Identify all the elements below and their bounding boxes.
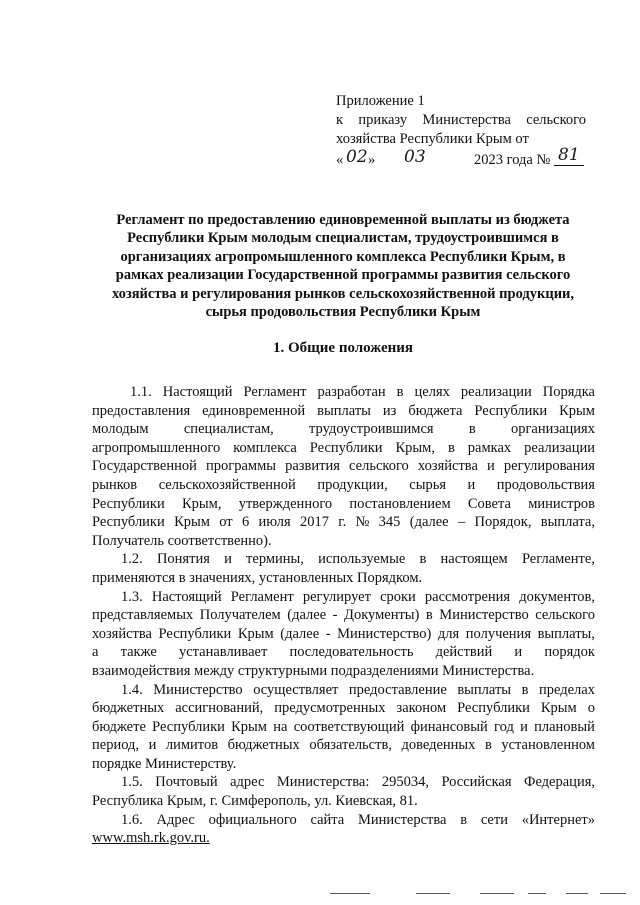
word: хозяйства bbox=[417, 458, 478, 475]
word: год bbox=[494, 718, 514, 735]
word: установленном bbox=[501, 737, 595, 754]
word: целях bbox=[414, 384, 450, 400]
word: Республики bbox=[92, 495, 165, 512]
appendix-order-line bbox=[336, 111, 586, 130]
word: в bbox=[484, 737, 492, 754]
word: Республики bbox=[457, 700, 530, 717]
word: пределах bbox=[538, 681, 595, 698]
word: на bbox=[273, 718, 288, 735]
word: бюджета bbox=[408, 402, 463, 419]
word: в bbox=[419, 551, 427, 568]
word: из bbox=[382, 402, 397, 419]
word: период, bbox=[92, 737, 140, 754]
word: рынков bbox=[92, 476, 138, 493]
word: Крым, bbox=[395, 439, 435, 456]
word: продукции, bbox=[317, 476, 388, 493]
paragraph-line: Получатель соответственно). bbox=[92, 532, 272, 549]
word: доведенных bbox=[401, 737, 476, 754]
word: адрес bbox=[230, 774, 265, 791]
word: продовольствия bbox=[496, 476, 595, 493]
word: 1.1. bbox=[130, 384, 152, 400]
word: в bbox=[521, 681, 529, 698]
word: 295034, bbox=[381, 774, 429, 791]
paragraph-line: порядке Министерству. bbox=[92, 755, 237, 772]
word: сельского bbox=[349, 458, 409, 475]
word: Федерация, bbox=[523, 774, 595, 791]
word: Крым bbox=[231, 718, 267, 735]
word: Республики bbox=[309, 439, 383, 456]
word: № bbox=[355, 514, 370, 531]
appendix-header bbox=[336, 92, 586, 171]
appendix-date-line bbox=[336, 145, 586, 171]
word: 1.3. bbox=[121, 588, 143, 605]
word: и bbox=[487, 458, 495, 475]
word: министров bbox=[528, 495, 595, 512]
word: термины, bbox=[246, 551, 304, 568]
word: а bbox=[92, 644, 99, 661]
word: регулирует bbox=[302, 588, 371, 605]
word: - bbox=[325, 625, 331, 642]
word: трудоустроившимся bbox=[309, 421, 434, 438]
appendix-label: Приложение 1 bbox=[336, 93, 425, 109]
word: Настоящий bbox=[151, 588, 222, 605]
paragraph-line: взаимодействия между структурными подразделениями Министерства. bbox=[92, 662, 535, 679]
date-close-quote: » bbox=[368, 152, 376, 168]
word: 6 bbox=[241, 514, 250, 531]
paragraph-line bbox=[92, 681, 595, 700]
appendix-word: сельского bbox=[526, 112, 586, 128]
word: осуществляет bbox=[253, 681, 339, 698]
footer-dash bbox=[566, 893, 588, 894]
word: действий bbox=[435, 644, 493, 661]
word: 345 bbox=[378, 514, 401, 531]
section-heading: 1. Общие положения bbox=[272, 340, 414, 356]
word: последовательность bbox=[289, 644, 414, 661]
word: в bbox=[396, 384, 404, 400]
paragraph-line bbox=[92, 495, 595, 514]
footer-dash bbox=[600, 893, 626, 894]
word: выплаты, bbox=[537, 625, 595, 642]
word: Документы) bbox=[344, 607, 420, 624]
word: хозяйства bbox=[92, 625, 152, 642]
word: лимитов bbox=[165, 737, 219, 754]
word: рамках bbox=[467, 439, 512, 456]
word: для bbox=[437, 625, 460, 642]
word: развития bbox=[285, 458, 340, 475]
word: обязательств, bbox=[309, 737, 392, 754]
word: «Интернет» bbox=[521, 811, 595, 828]
date-year: 2023 года № bbox=[474, 152, 551, 168]
word: Республики bbox=[92, 514, 165, 531]
date-month: 03 bbox=[404, 147, 426, 167]
paragraph-line bbox=[92, 439, 595, 458]
title-line: хозяйства и регулирования рынков сельскохозяйственной продукции, bbox=[111, 285, 575, 302]
word: сельскохозяйственной bbox=[158, 476, 296, 493]
word: Крым bbox=[559, 402, 595, 419]
paragraph-line bbox=[92, 811, 595, 830]
word: сроки bbox=[380, 588, 416, 605]
paragraph-line bbox=[92, 699, 595, 718]
word: представляемых bbox=[92, 607, 194, 624]
word: сельского bbox=[535, 607, 595, 624]
word: и bbox=[520, 718, 528, 735]
word: Министерства bbox=[357, 811, 447, 828]
word: реализации bbox=[524, 439, 595, 456]
word: разработан bbox=[317, 384, 386, 400]
word: официального bbox=[208, 811, 297, 828]
word: Понятия bbox=[156, 551, 210, 568]
word: предусмотренных bbox=[274, 700, 386, 717]
word: выплата, bbox=[540, 514, 595, 531]
word: в bbox=[468, 421, 476, 438]
word: Регламент bbox=[243, 384, 307, 400]
word: Получателем bbox=[199, 607, 281, 624]
paragraph-line bbox=[92, 588, 595, 607]
word: Министерство bbox=[153, 681, 243, 698]
word: соответствующий bbox=[293, 718, 405, 735]
word: используемые bbox=[318, 551, 406, 568]
word: предоставления bbox=[92, 402, 191, 419]
word: (далее bbox=[280, 625, 320, 642]
paragraph-line bbox=[92, 383, 595, 402]
date-open-quote: « bbox=[336, 152, 344, 168]
word: о bbox=[587, 700, 595, 717]
word: в bbox=[460, 811, 468, 828]
word: утвержденного bbox=[238, 495, 333, 512]
paragraph-line bbox=[92, 513, 595, 532]
appendix-word: Министерства bbox=[422, 112, 511, 128]
word: в bbox=[425, 607, 433, 624]
word: предоставление bbox=[348, 681, 447, 698]
word: сети bbox=[480, 811, 508, 828]
word: Министерство) bbox=[337, 625, 432, 642]
paragraph-line bbox=[92, 457, 595, 476]
word: Адрес bbox=[156, 811, 195, 828]
document-body bbox=[92, 383, 595, 848]
word: Порядок, bbox=[474, 514, 532, 531]
word: - bbox=[332, 607, 338, 624]
word: сырья bbox=[409, 476, 446, 493]
word: Настоящий bbox=[162, 384, 233, 400]
word: специалистам, bbox=[183, 421, 274, 438]
paragraph-line bbox=[92, 718, 595, 737]
word: рассмотрения bbox=[424, 588, 511, 605]
word: Республики bbox=[474, 402, 548, 419]
title-line: Регламент по предоставлению единовременной выплаты из бюджета bbox=[116, 212, 570, 228]
paragraph-line bbox=[92, 736, 595, 755]
page-footer-marks bbox=[330, 893, 630, 895]
footer-dash bbox=[330, 893, 370, 894]
word: выплаты bbox=[457, 681, 512, 698]
appendix-ministry-line: хозяйства Республики Крым от bbox=[336, 131, 529, 147]
word: сайта bbox=[310, 811, 345, 828]
footer-dash bbox=[528, 893, 546, 894]
word: от bbox=[219, 514, 233, 531]
website-link[interactable]: www.msh.rk.gov.ru. bbox=[92, 830, 210, 847]
word: Республики bbox=[152, 718, 225, 735]
appendix-word: приказу bbox=[358, 112, 408, 128]
word: Министерство bbox=[439, 607, 529, 624]
word: 1.4. bbox=[121, 681, 143, 698]
word: комплекса bbox=[233, 439, 297, 456]
footer-dash bbox=[480, 893, 514, 894]
word: 2017 bbox=[299, 514, 329, 531]
word: Почтовый bbox=[155, 774, 218, 791]
word: июля bbox=[258, 514, 291, 531]
title-line: сырья продовольствия Республики Крым bbox=[205, 304, 481, 321]
word: настоящем bbox=[440, 551, 508, 568]
word: реализации bbox=[460, 384, 532, 400]
word: и bbox=[224, 551, 232, 568]
paragraph-line bbox=[92, 476, 595, 495]
word: 1.6. bbox=[121, 811, 143, 828]
word: также bbox=[120, 644, 157, 661]
word: Порядка bbox=[542, 384, 595, 400]
title-line: Республики Крым молодым специалистам, трудоустроившимся в bbox=[127, 230, 559, 247]
order-number: 81 bbox=[554, 146, 584, 166]
word: Министерства: bbox=[276, 774, 370, 791]
word: бюджетных bbox=[227, 737, 300, 754]
word: Крым, bbox=[181, 495, 222, 512]
word: Крым bbox=[174, 514, 210, 531]
word: бюджетных bbox=[92, 700, 165, 717]
title-line: организациях агропромышленного комплекса Республики Крым, в bbox=[120, 248, 566, 265]
footer-dash bbox=[416, 893, 450, 894]
word: регулирования bbox=[503, 458, 595, 475]
word: Регламент bbox=[230, 588, 294, 605]
appendix-word: к bbox=[336, 112, 344, 128]
paragraph-line bbox=[92, 773, 595, 792]
word: Крым bbox=[237, 625, 274, 642]
document-title bbox=[92, 211, 594, 321]
word: 1.2. bbox=[121, 551, 143, 568]
word: в bbox=[447, 439, 455, 456]
word: ассигнований, bbox=[175, 700, 264, 717]
word: выплаты bbox=[317, 402, 371, 419]
word: документов, bbox=[519, 588, 595, 605]
paragraph-line bbox=[92, 606, 595, 625]
word: программы bbox=[206, 458, 276, 475]
paragraph-line bbox=[92, 402, 595, 421]
word: и bbox=[514, 644, 523, 661]
word: Совета bbox=[467, 495, 511, 512]
word: Республики bbox=[158, 625, 232, 642]
paragraph-line bbox=[92, 625, 595, 644]
paragraph-line: Республика Крым, г. Симферополь, ул. Киевская, 81. bbox=[92, 793, 418, 810]
word: бюджете bbox=[92, 718, 146, 735]
word: Государственной bbox=[92, 458, 197, 475]
paragraph-line bbox=[92, 550, 595, 569]
paragraph-line: применяются в значениях, установленных Порядком. bbox=[92, 569, 423, 586]
title-line: рамках реализации Государственной программы развития сельского bbox=[115, 267, 571, 284]
word: постановлением bbox=[349, 495, 451, 512]
word: организациях bbox=[510, 421, 595, 438]
word: устанавливает bbox=[178, 644, 268, 661]
word: Регламенте, bbox=[521, 551, 595, 568]
word: (далее bbox=[409, 514, 449, 531]
paragraph-line bbox=[92, 420, 595, 439]
word: 1.5. bbox=[121, 774, 143, 791]
word: единовременной bbox=[202, 402, 306, 419]
word: молодым bbox=[92, 421, 149, 438]
word: Российская bbox=[441, 774, 512, 791]
date-day: 02 bbox=[346, 147, 368, 167]
word: получения bbox=[465, 625, 531, 642]
word: – bbox=[457, 514, 466, 531]
word: агропромышленного bbox=[92, 439, 221, 456]
word: законом bbox=[396, 700, 447, 717]
paragraph-line bbox=[92, 643, 595, 662]
word: и bbox=[148, 737, 157, 754]
word: (далее bbox=[287, 607, 327, 624]
word: плановый bbox=[534, 718, 595, 735]
word: и bbox=[467, 476, 476, 493]
word: г. bbox=[338, 514, 347, 531]
word: финансовый bbox=[410, 718, 488, 735]
word: Крым bbox=[540, 700, 577, 717]
word: порядок bbox=[544, 644, 595, 661]
